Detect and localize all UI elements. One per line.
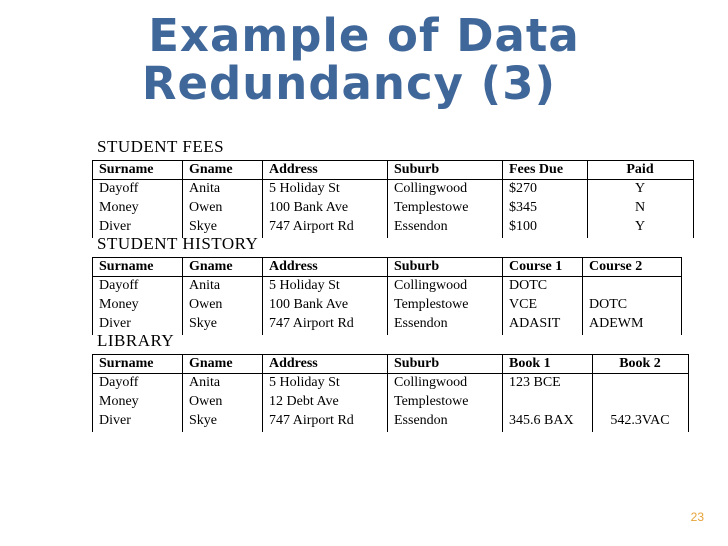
table-cell: Owen [189,297,223,312]
table-cell: Collingwood [394,181,468,196]
column-header: Suburb [394,356,440,371]
column-divider [262,257,263,335]
table-cell: Anita [189,375,221,390]
column-divider [387,354,388,432]
table-cell: 747 Airport Rd [269,316,354,331]
table-cell: ADASIT [509,316,561,331]
table-cell: Owen [189,394,223,409]
table-cell: $270 [509,181,537,196]
table-cell: Dayoff [99,375,139,390]
row-divider [92,257,682,258]
data-table [92,257,681,335]
column-divider [92,257,93,335]
column-divider [582,257,583,335]
column-divider [387,257,388,335]
column-divider [387,160,388,238]
table-cell: Collingwood [394,375,468,390]
table-cell: Money [99,297,139,312]
column-divider [693,160,694,238]
table-cell: Collingwood [394,278,468,293]
table-title: STUDENT HISTORY [97,234,259,253]
table-cell: Diver [99,316,131,331]
table-cell: 123 BCE [509,375,561,390]
column-header: Course 1 [509,259,563,274]
column-divider [262,160,263,238]
title-line-1: Example of Data [148,9,580,62]
table-cell: Money [99,200,139,215]
table-title: STUDENT FEES [97,137,225,156]
row-divider [92,354,689,355]
table-cell: Templestowe [394,297,469,312]
row-divider [92,160,694,161]
table-cell: 747 Airport Rd [269,413,354,428]
column-header: Gname [189,162,233,177]
table-cell: 542.3VAC [610,413,670,428]
column-header: Surname [99,259,154,274]
table-cell: 5 Holiday St [269,278,340,293]
table-title: LIBRARY [97,331,175,350]
table-cell: Y [634,219,646,234]
table-cell: Dayoff [99,278,139,293]
table-cell: Owen [189,200,223,215]
table-cell: Templestowe [394,200,469,215]
table-cell: VCE [509,297,537,312]
column-header: Surname [99,356,154,371]
table-cell: ADEWM [589,316,644,331]
table-cell: 100 Bank Ave [269,200,349,215]
column-divider [92,160,93,238]
table-cell: 747 Airport Rd [269,219,354,234]
table-cell: Diver [99,219,131,234]
column-header: Course 2 [589,259,643,274]
column-header: Gname [189,259,233,274]
row-divider [92,179,694,180]
data-table [92,354,688,432]
table-cell: 12 Debt Ave [269,394,339,409]
table-cell: Y [634,181,646,196]
column-divider [688,354,689,432]
table-cell: 345.6 BAX [509,413,574,428]
column-divider [681,257,682,335]
title-line-2: Redundancy (3) [141,57,557,110]
column-header: Paid [626,162,654,177]
column-header: Suburb [394,259,440,274]
column-divider [502,160,503,238]
table-cell: Money [99,394,139,409]
table-cell: $100 [509,219,537,234]
column-header: Suburb [394,162,440,177]
table-cell: Essendon [394,413,448,428]
column-divider [262,354,263,432]
table-cell: Essendon [394,316,448,331]
table-cell: Skye [189,413,217,428]
column-divider [92,354,93,432]
table-cell: Essendon [394,219,448,234]
table-cell: 100 Bank Ave [269,297,349,312]
data-table [92,160,693,238]
table-cell: DOTC [509,278,548,293]
column-divider [182,354,183,432]
slide-title [0,9,728,110]
table-cell: 5 Holiday St [269,375,340,390]
table-cell: Anita [189,181,221,196]
column-header: Book 1 [509,356,551,371]
table-cell: N [634,200,646,215]
table-cell: DOTC [589,297,628,312]
table-cell: Templestowe [394,394,469,409]
table-cell: Anita [189,278,221,293]
table-cell: Skye [189,316,217,331]
row-divider [92,373,689,374]
table-cell: Dayoff [99,181,139,196]
column-divider [502,257,503,335]
column-divider [182,257,183,335]
column-header: Address [269,356,318,371]
column-header: Gname [189,356,233,371]
column-header: Fees Due [509,162,564,177]
column-header: Book 2 [619,356,661,371]
column-header: Address [269,162,318,177]
column-divider [182,160,183,238]
table-cell: Skye [189,219,217,234]
column-divider [502,354,503,432]
row-divider [92,276,682,277]
column-header: Surname [99,162,154,177]
page-number: 23 [690,510,704,524]
table-cell: Diver [99,413,131,428]
table-cell: 5 Holiday St [269,181,340,196]
table-cell: $345 [509,200,537,215]
column-header: Address [269,259,318,274]
